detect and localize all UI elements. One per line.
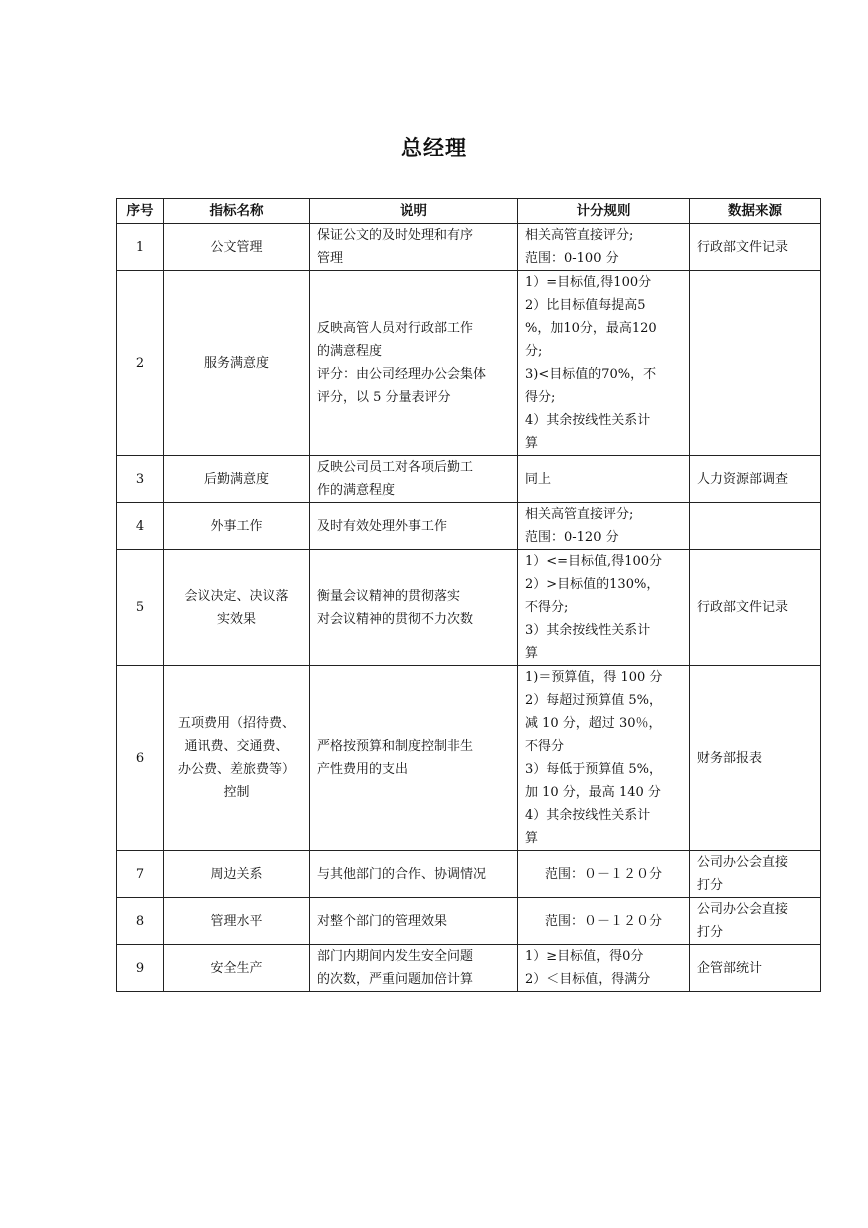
cell-source: [690, 945, 821, 992]
cell-no: 6: [117, 666, 164, 851]
cell-rule-line: 相关高管直接评分;: [525, 507, 634, 522]
cell-desc-line: 衡量会议精神的贯彻落实: [317, 588, 461, 604]
header-no: 序号: [117, 199, 164, 224]
cell-rule: [518, 666, 690, 851]
cell-source: [690, 898, 821, 945]
cell-desc-line: 反映公司员工对各项后勤工: [317, 460, 474, 475]
cell-desc-line: 与其他部门的合作、协调情况: [317, 866, 487, 882]
header-desc: 说明: [310, 199, 518, 224]
cell-name: [164, 550, 310, 666]
cell-rule-line: 范围：０－１２０分: [544, 913, 662, 929]
cell-rule-line: 同上: [525, 471, 552, 487]
cell-rule-line: 算: [525, 436, 539, 451]
cell-no: 3: [117, 456, 164, 503]
cell-rule: [518, 271, 690, 456]
cell-rule: [518, 550, 690, 666]
cell-no: 2: [117, 271, 164, 456]
cell-name-line: 实效果: [216, 611, 256, 627]
cell-name: [164, 456, 310, 503]
cell-desc: [310, 271, 518, 456]
cell-desc: [310, 456, 518, 503]
cell-rule-line: 算: [525, 831, 539, 846]
table-row: [117, 503, 821, 550]
cell-name-line: 周边关系: [210, 866, 263, 882]
cell-name: [164, 271, 310, 456]
cell-desc-line: 管理: [317, 251, 344, 266]
cell-no: 9: [117, 945, 164, 992]
cell-source-line: 行政部文件记录: [697, 600, 789, 615]
cell-source-line: 财务部报表: [697, 750, 763, 766]
cell-source-line: 公司办公会直接: [697, 902, 789, 917]
cell-source: [690, 503, 821, 550]
cell-rule-line: 4）其余按线性关系计: [525, 808, 651, 823]
cell-rule-line: 1)＝预算值，得 100 分: [525, 670, 663, 685]
page-title: 总经理: [401, 136, 467, 160]
cell-no: 7: [117, 851, 164, 898]
cell-rule-line: 得分;: [525, 390, 556, 405]
table-body: [117, 224, 821, 992]
cell-no: 8: [117, 898, 164, 945]
cell-desc-line: 评分：由公司经理办公会集体: [317, 367, 487, 382]
cell-desc-line: 保证公文的及时处理和有序: [317, 228, 474, 243]
cell-desc: [310, 851, 518, 898]
cell-source: [690, 666, 821, 851]
cell-rule-line: 算: [525, 646, 539, 661]
cell-rule: [518, 851, 690, 898]
cell-source: [690, 224, 821, 271]
cell-name: [164, 666, 310, 851]
cell-desc-line: 的次数，严重问题加倍计算: [317, 972, 474, 987]
cell-rule-line: %，加10分，最高120: [525, 321, 657, 336]
cell-rule: [518, 503, 690, 550]
cell-rule-line: 3）其余按线性关系计: [525, 623, 651, 638]
cell-name-line: 五项费用（招待费、: [177, 716, 295, 731]
cell-rule-line: 范围：0-120 分: [525, 530, 619, 545]
cell-name: [164, 945, 310, 992]
cell-name-line: 通讯费、交通费、: [184, 739, 289, 754]
cell-desc-line: 产性费用的支出: [317, 762, 409, 777]
cell-name-line: 安全生产: [210, 960, 263, 976]
cell-name: [164, 898, 310, 945]
cell-name-line: 会议决定、决议落: [184, 588, 289, 604]
cell-desc-line: 作的满意程度: [317, 483, 396, 498]
cell-desc: [310, 898, 518, 945]
cell-name-line: 管理水平: [210, 913, 263, 929]
cell-desc-line: 部门内期间内发生安全问题: [317, 949, 474, 964]
table-row: [117, 550, 821, 666]
cell-rule-line: 范围：０－１２０分: [544, 866, 662, 882]
table-row: [117, 224, 821, 271]
cell-source-line: 打分: [697, 925, 724, 940]
cell-name-line: 公文管理: [210, 239, 263, 255]
cell-desc-line: 评分，以 5 分量表评分: [317, 390, 451, 405]
cell-rule-line: 分;: [525, 344, 543, 359]
cell-rule: [518, 898, 690, 945]
cell-desc-line: 严格按预算和制度控制非生: [317, 739, 474, 754]
cell-source-line: 人力资源部调查: [697, 471, 789, 487]
cell-source: [690, 550, 821, 666]
cell-desc-line: 对整个部门的管理效果: [317, 913, 448, 929]
cell-name-line: 后勤满意度: [203, 471, 269, 487]
table-row: [117, 898, 821, 945]
cell-rule-line: 相关高管直接评分;: [525, 228, 634, 243]
header-source: 数据来源: [690, 199, 821, 224]
table-row: [117, 666, 821, 851]
cell-desc: [310, 503, 518, 550]
cell-desc-line: 的满意程度: [317, 344, 383, 359]
cell-name-line: 服务满意度: [203, 355, 269, 371]
cell-rule-line: 4）其余按线性关系计: [525, 413, 651, 428]
cell-rule-line: 2）>目标值的130%，: [525, 577, 660, 592]
cell-name-line: 办公费、差旅费等）: [177, 762, 295, 777]
cell-rule: [518, 456, 690, 503]
cell-name: [164, 224, 310, 271]
cell-rule-line: 减 10 分，超过 30％，: [525, 716, 662, 731]
cell-desc: [310, 666, 518, 851]
cell-source: [690, 456, 821, 503]
cell-source: [690, 851, 821, 898]
cell-rule-line: 1）=目标值,得100分: [525, 275, 652, 290]
cell-rule-line: 3）每低于预算值 5%，: [525, 762, 663, 777]
cell-desc-line: 及时有效处理外事工作: [317, 518, 448, 534]
cell-source: [690, 271, 821, 456]
cell-rule-line: 2）＜目标值，得满分: [525, 972, 651, 987]
cell-rule-line: 3)<目标值的70%，不: [525, 367, 657, 382]
cell-rule-line: 1）<=目标值,得100分: [525, 554, 663, 569]
cell-name: [164, 851, 310, 898]
cell-rule: [518, 224, 690, 271]
cell-desc: [310, 550, 518, 666]
cell-name-line: 外事工作: [210, 518, 263, 534]
cell-rule: [518, 945, 690, 992]
cell-desc: [310, 224, 518, 271]
cell-no: 5: [117, 550, 164, 666]
cell-source-line: 企管部统计: [697, 960, 763, 976]
cell-desc-line: 对会议精神的贯彻不力次数: [317, 611, 474, 627]
cell-source-line: 行政部文件记录: [697, 239, 789, 255]
cell-rule-line: 2）每超过预算值 5%，: [525, 693, 663, 708]
cell-rule-line: 不得分: [525, 739, 565, 754]
cell-rule-line: 加 10 分，最高 140 分: [525, 785, 661, 800]
cell-no: 4: [117, 503, 164, 550]
cell-source-line: 公司办公会直接: [697, 855, 789, 870]
cell-name-line: 控制: [223, 785, 250, 800]
cell-source-line: 打分: [697, 878, 724, 893]
cell-desc: [310, 945, 518, 992]
table-row: [117, 945, 821, 992]
cell-rule-line: 不得分;: [525, 600, 569, 615]
kpi-table: [116, 198, 821, 992]
table-row: [117, 851, 821, 898]
header-name: 指标名称: [164, 199, 310, 224]
cell-name: [164, 503, 310, 550]
cell-rule-line: 2）比目标值每提高5: [525, 298, 646, 313]
cell-rule-line: 范围：0-100 分: [525, 251, 619, 266]
table-row: [117, 456, 821, 503]
cell-rule-line: 1）≥目标值，得0分: [525, 949, 644, 964]
cell-desc-line: 反映高管人员对行政部工作: [317, 321, 474, 336]
table-header-row: [117, 199, 821, 224]
header-rule: 计分规则: [518, 199, 690, 224]
cell-no: 1: [117, 224, 164, 271]
table-row: [117, 271, 821, 456]
